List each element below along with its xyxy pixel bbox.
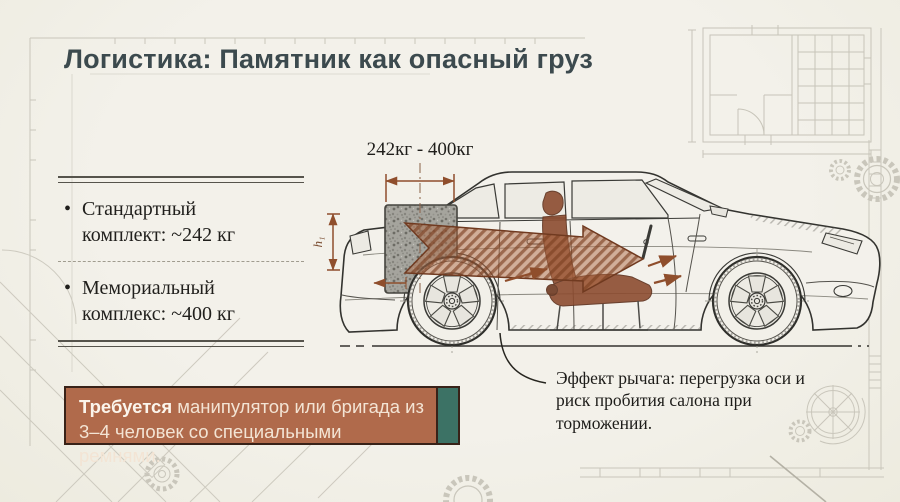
- list-item-label: Мемориальный комплекс: ~400 кг: [82, 277, 235, 325]
- specs-list: [58, 176, 304, 347]
- lever-effect-note: Эффект рычага: перегрузка оси и риск пробития салона при торможении.: [556, 368, 805, 433]
- leader-line: [500, 333, 546, 383]
- warning-banner-rest: манипулятор или бригада из 3–4 человек со специальными ремнями.: [79, 396, 424, 467]
- weight-range-label: 242кг - 400кг: [366, 139, 474, 160]
- rear-wheel: [400, 249, 504, 353]
- floor-plan: [688, 25, 871, 158]
- list-item-standard: [58, 183, 304, 262]
- front-wheel: [705, 249, 809, 353]
- bullet-icon: •: [64, 277, 72, 299]
- bullet-icon: •: [64, 198, 72, 220]
- warning-banner-text: [66, 388, 436, 467]
- motion-arrows: [505, 256, 681, 283]
- granite-block: [385, 205, 457, 293]
- warning-banner: [64, 386, 460, 467]
- list-item-memorial: [58, 262, 304, 340]
- list-bottom-rule: [58, 340, 304, 347]
- driver-seat: [543, 191, 652, 330]
- car-body: [340, 172, 880, 332]
- height-dimension-label: h₁: [310, 236, 325, 248]
- page-title: Логистика: Памятник как опасный груз: [64, 44, 593, 74]
- list-top-rule: [58, 176, 304, 183]
- banner-accent-strip: [436, 388, 458, 443]
- list-item-label: Стандартный комплект: ~242 кг: [82, 198, 236, 246]
- warning-banner-lead: Требуется: [79, 396, 173, 417]
- force-arrow: [405, 223, 643, 292]
- dimension-lines: [327, 163, 454, 296]
